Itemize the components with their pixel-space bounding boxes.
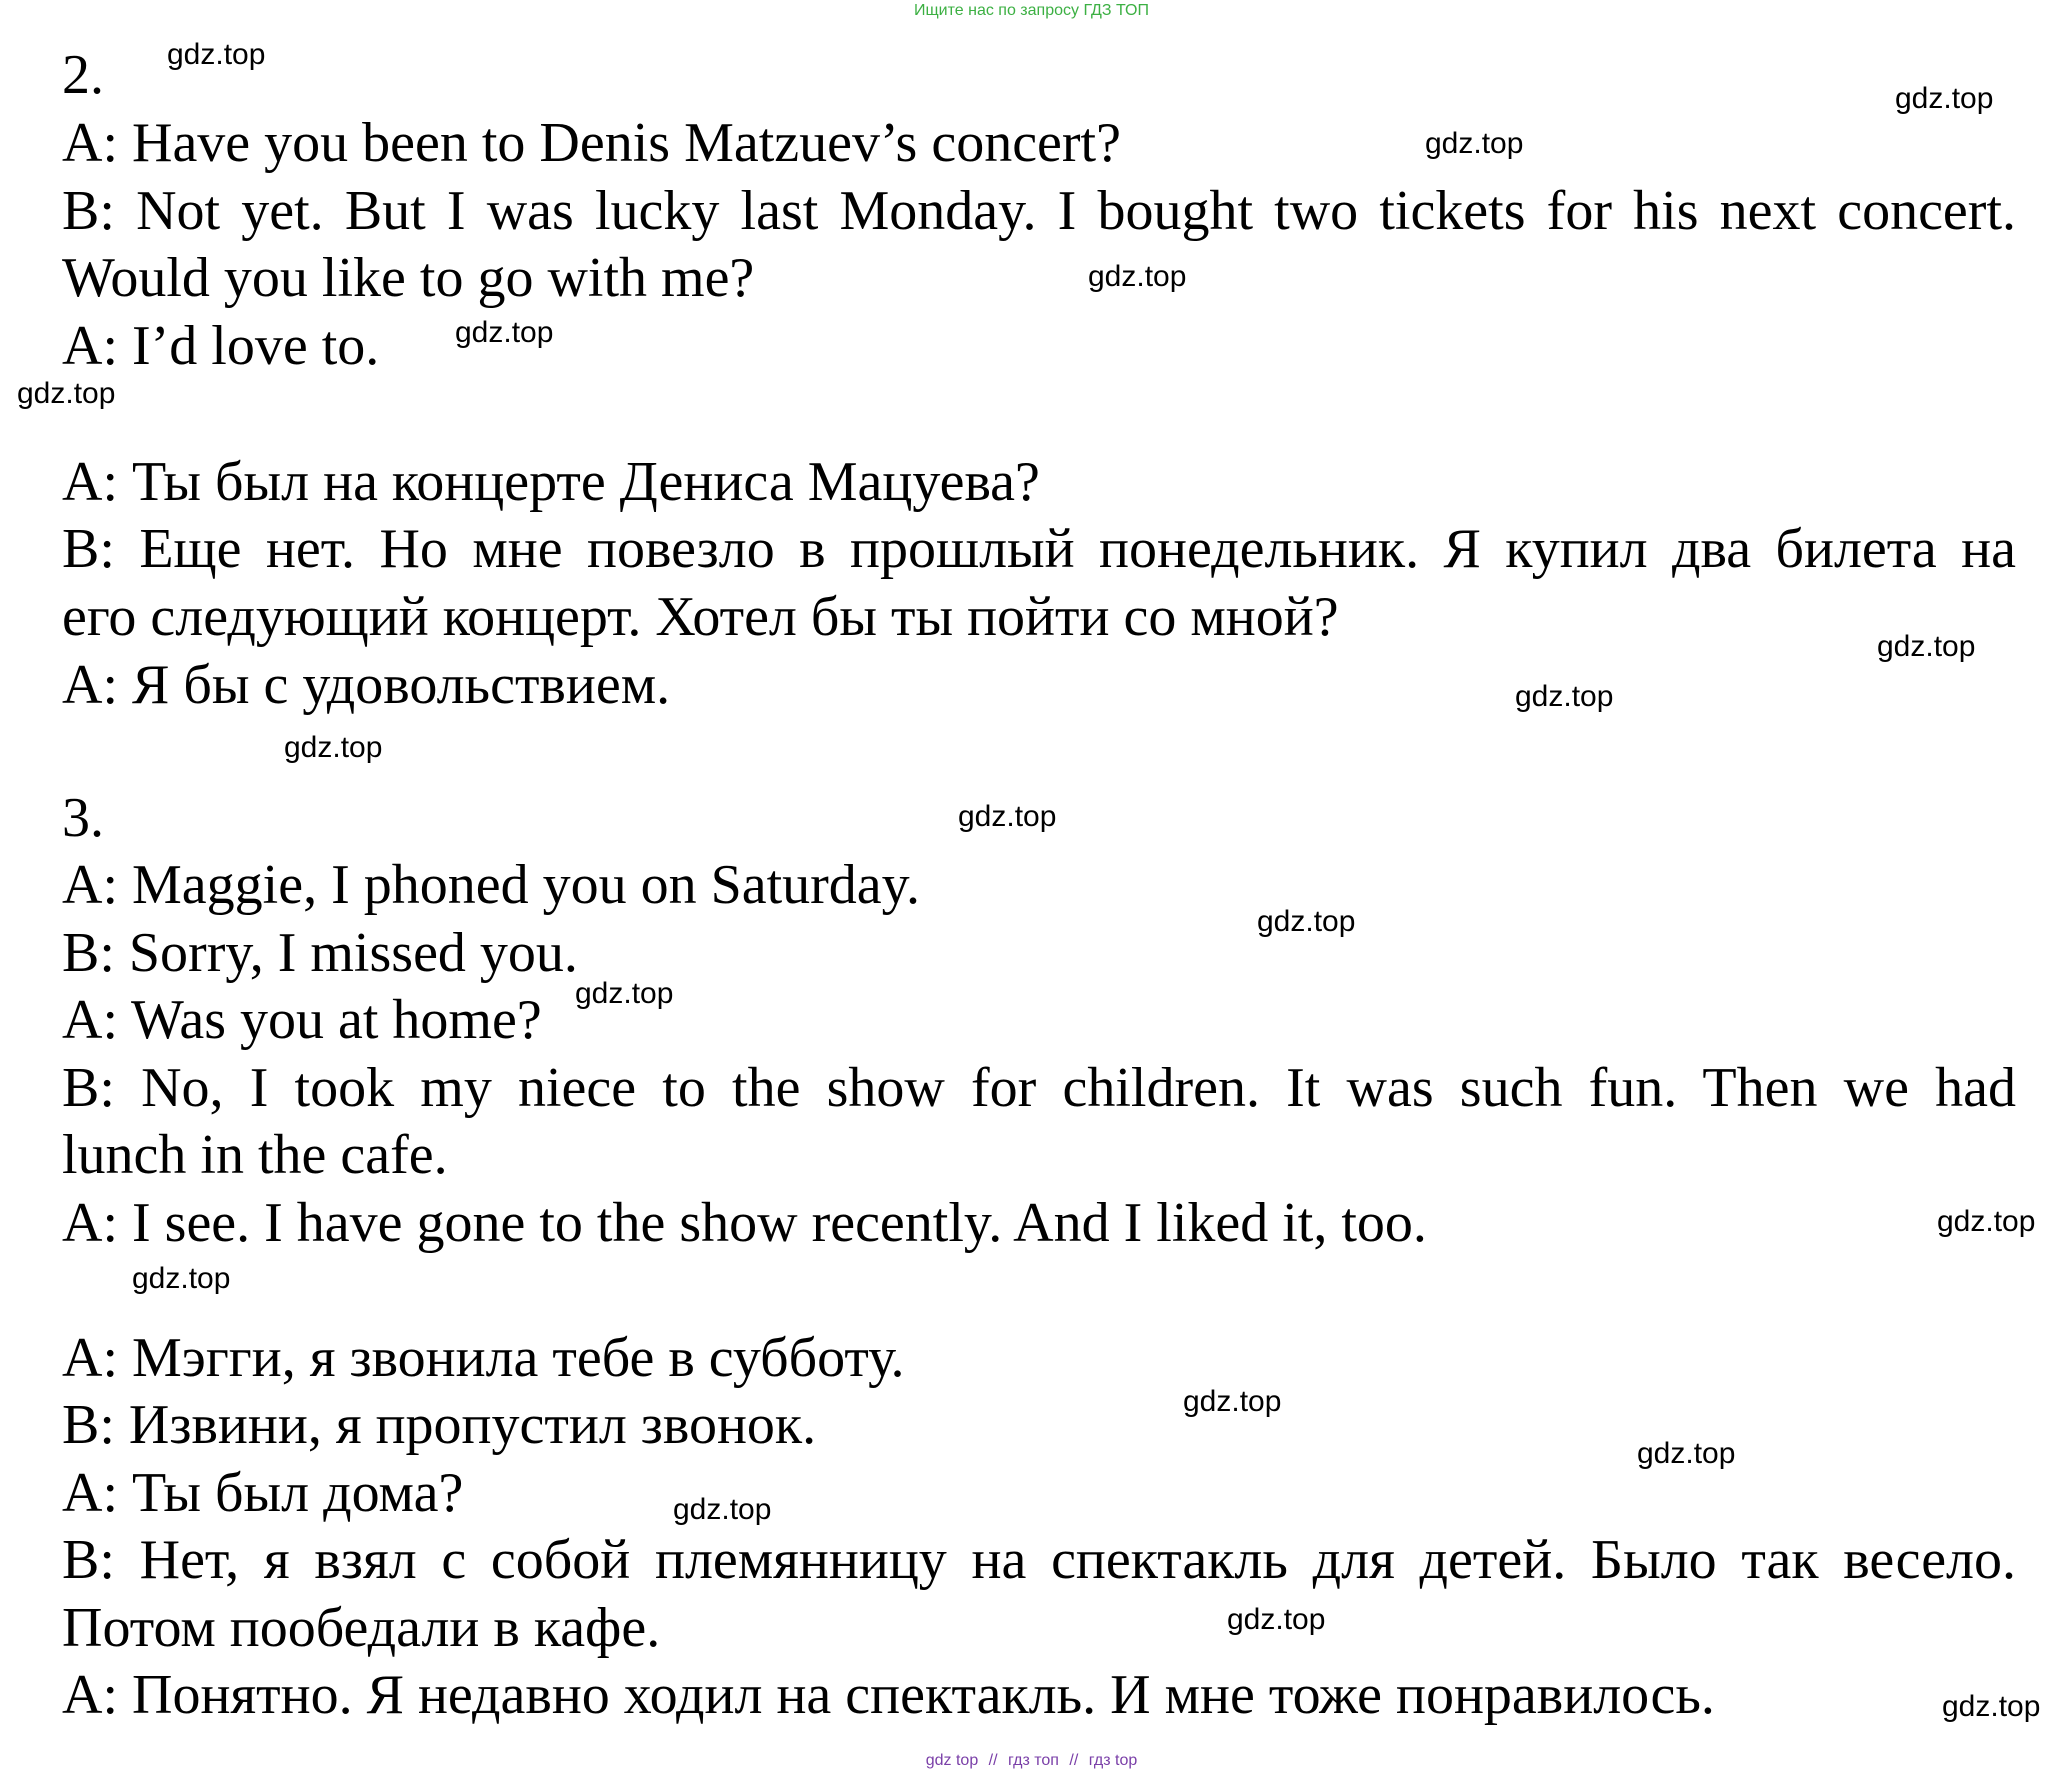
watermark: gdz.top [1257, 905, 1356, 938]
section-3-english-line-3: A: Was you at home? [62, 989, 542, 1051]
watermark: gdz.top [455, 316, 554, 349]
watermark: gdz.top [1877, 630, 1976, 663]
section-2-russian-line-1: A: Ты был на концерте Дениса Мацуева? [62, 451, 1040, 513]
section-2-english-line-4: A: I’d love to. [62, 315, 380, 377]
section-3-english-line-5: lunch in the cafe. [62, 1124, 448, 1186]
watermark: gdz.top [1515, 680, 1614, 713]
section-3-english-line-2: B: Sorry, I missed you. [62, 922, 578, 984]
section-3-english-line-4: B: No, I took my niece to the show for children. It was such fun. Then we had [62, 1057, 2016, 1119]
section-2-english-line-1: A: Have you been to Denis Matzuev’s concert? [62, 112, 1121, 174]
section-3-russian-line-2: B: Извини, я пропустил звонок. [62, 1394, 817, 1456]
watermark: gdz.top [958, 800, 1057, 833]
section-3-english-line-6: A: I see. I have gone to the show recently. And I liked it, too. [62, 1192, 1427, 1254]
watermark: gdz.top [1088, 260, 1187, 293]
section-2-english-line-2: B: Not yet. But I was lucky last Monday. I bought two tickets for his next concert. [62, 180, 2016, 242]
section-2-russian-line-3: его следующий концерт. Хотел бы ты пойти со мной? [62, 586, 1339, 648]
footer-separator: // [1069, 1752, 1079, 1769]
watermark: gdz.top [1183, 1385, 1282, 1418]
section-2-russian-line-4: A: Я бы с удовольствием. [62, 654, 671, 716]
footer-link-gdz-top[interactable]: gdz top [925, 1752, 979, 1769]
top-banner[interactable]: Ищите нас по запросу ГДЗ ТОП [914, 2, 1149, 19]
footer-links [0, 1752, 2063, 1770]
watermark: gdz.top [575, 977, 674, 1010]
footer-link-gdz-top-mixed[interactable]: гдз top [1088, 1752, 1138, 1769]
section-3-english-line-1: A: Maggie, I phoned you on Saturday. [62, 854, 920, 916]
section-3-number: 3. [62, 787, 104, 849]
watermark: gdz.top [17, 377, 116, 410]
footer-separator: // [988, 1752, 998, 1769]
watermark: gdz.top [284, 731, 383, 764]
section-3-russian-line-4: B: Нет, я взял с собой племянницу на спектакль для детей. Было так весело. [62, 1529, 2016, 1591]
watermark: gdz.top [167, 38, 266, 71]
watermark: gdz.top [1895, 82, 1994, 115]
watermark: gdz.top [1227, 1603, 1326, 1636]
section-2-russian-line-2: B: Еще нет. Но мне повезло в прошлый понедельник. Я купил два билета на [62, 518, 2016, 580]
watermark: gdz.top [1425, 127, 1524, 160]
section-3-russian-line-6: A: Понятно. Я недавно ходил на спектакль. И мне тоже понравилось. [62, 1664, 1715, 1726]
watermark: gdz.top [1937, 1205, 2036, 1238]
section-2-number: 2. [62, 44, 104, 106]
watermark: gdz.top [132, 1262, 231, 1295]
section-3-russian-line-3: A: Ты был дома? [62, 1462, 464, 1524]
section-2-english-line-3: Would you like to go with me? [62, 247, 755, 309]
section-3-russian-line-5: Потом пообедали в кафе. [62, 1597, 661, 1659]
watermark: gdz.top [1942, 1690, 2041, 1723]
watermark: gdz.top [673, 1493, 772, 1526]
section-3-russian-line-1: A: Мэгги, я звонила тебе в субботу. [62, 1327, 905, 1389]
watermark: gdz.top [1637, 1437, 1736, 1470]
footer-link-gdz-top-ru[interactable]: гдз топ [1008, 1752, 1059, 1769]
